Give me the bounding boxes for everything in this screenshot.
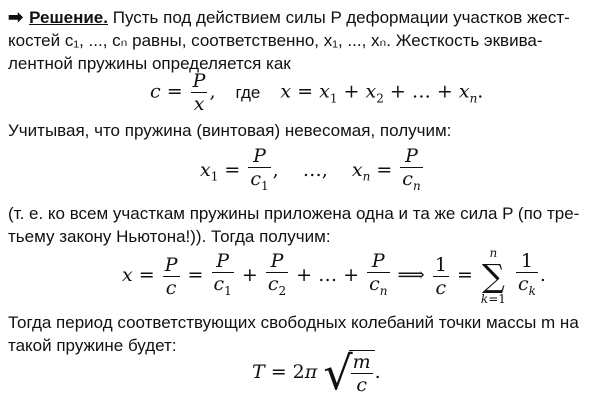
equation-period: T = 2π √ $\frac{m}{c}$ . — [252, 346, 381, 400]
intro-line-3: лентной пружины определяется как — [8, 54, 291, 73]
equation-series: x = $\frac{P}{c}$ = $\frac{P}{c_1}$ + $\frac{P}{c_2}$ + … + $\frac{P}{c_n}$ ⟹ $\frac{1}{c}$ = n ∑ k=1 $\frac{1}{c_k}$ . — [122, 246, 546, 306]
intro-line-2: костей c₁, ..., cₙ равны, соответственно, x₁, ..., xₙ. Жесткость эквива- — [8, 31, 543, 50]
equation-displacements: $x_1$ = $\frac{P}{c_1}$ , …, $x_n$ = $\frac{P}{c_n}$ — [200, 145, 425, 197]
intro-text-1: Пусть под действием силы P деформации участков жест- — [112, 8, 570, 27]
line-5a: (т. е. ко всем участкам пружины приложена одна и та же сила P (по тре- — [8, 204, 580, 223]
line-6b: такой пружине будет: — [8, 336, 177, 355]
right-arrow-icon: ➡ — [8, 7, 24, 27]
intro-line-1 — [8, 6, 592, 29]
where-label: где — [235, 82, 261, 102]
line-6a: Тогда период соответствующих свободных колебаний точки массы m на — [8, 313, 579, 332]
line-4: Учитывая, что пружина (винтовая) невесомая, получим: — [8, 121, 452, 140]
solution-heading: Решение. — [29, 8, 108, 27]
equation-stiffness: c = $\frac{P}{x}$ , где $x = x_1 + x_2$ + … + $x_n$. — [150, 70, 484, 115]
line-5b: тьему закону Ньютона!)). Тогда получим: — [8, 227, 331, 246]
